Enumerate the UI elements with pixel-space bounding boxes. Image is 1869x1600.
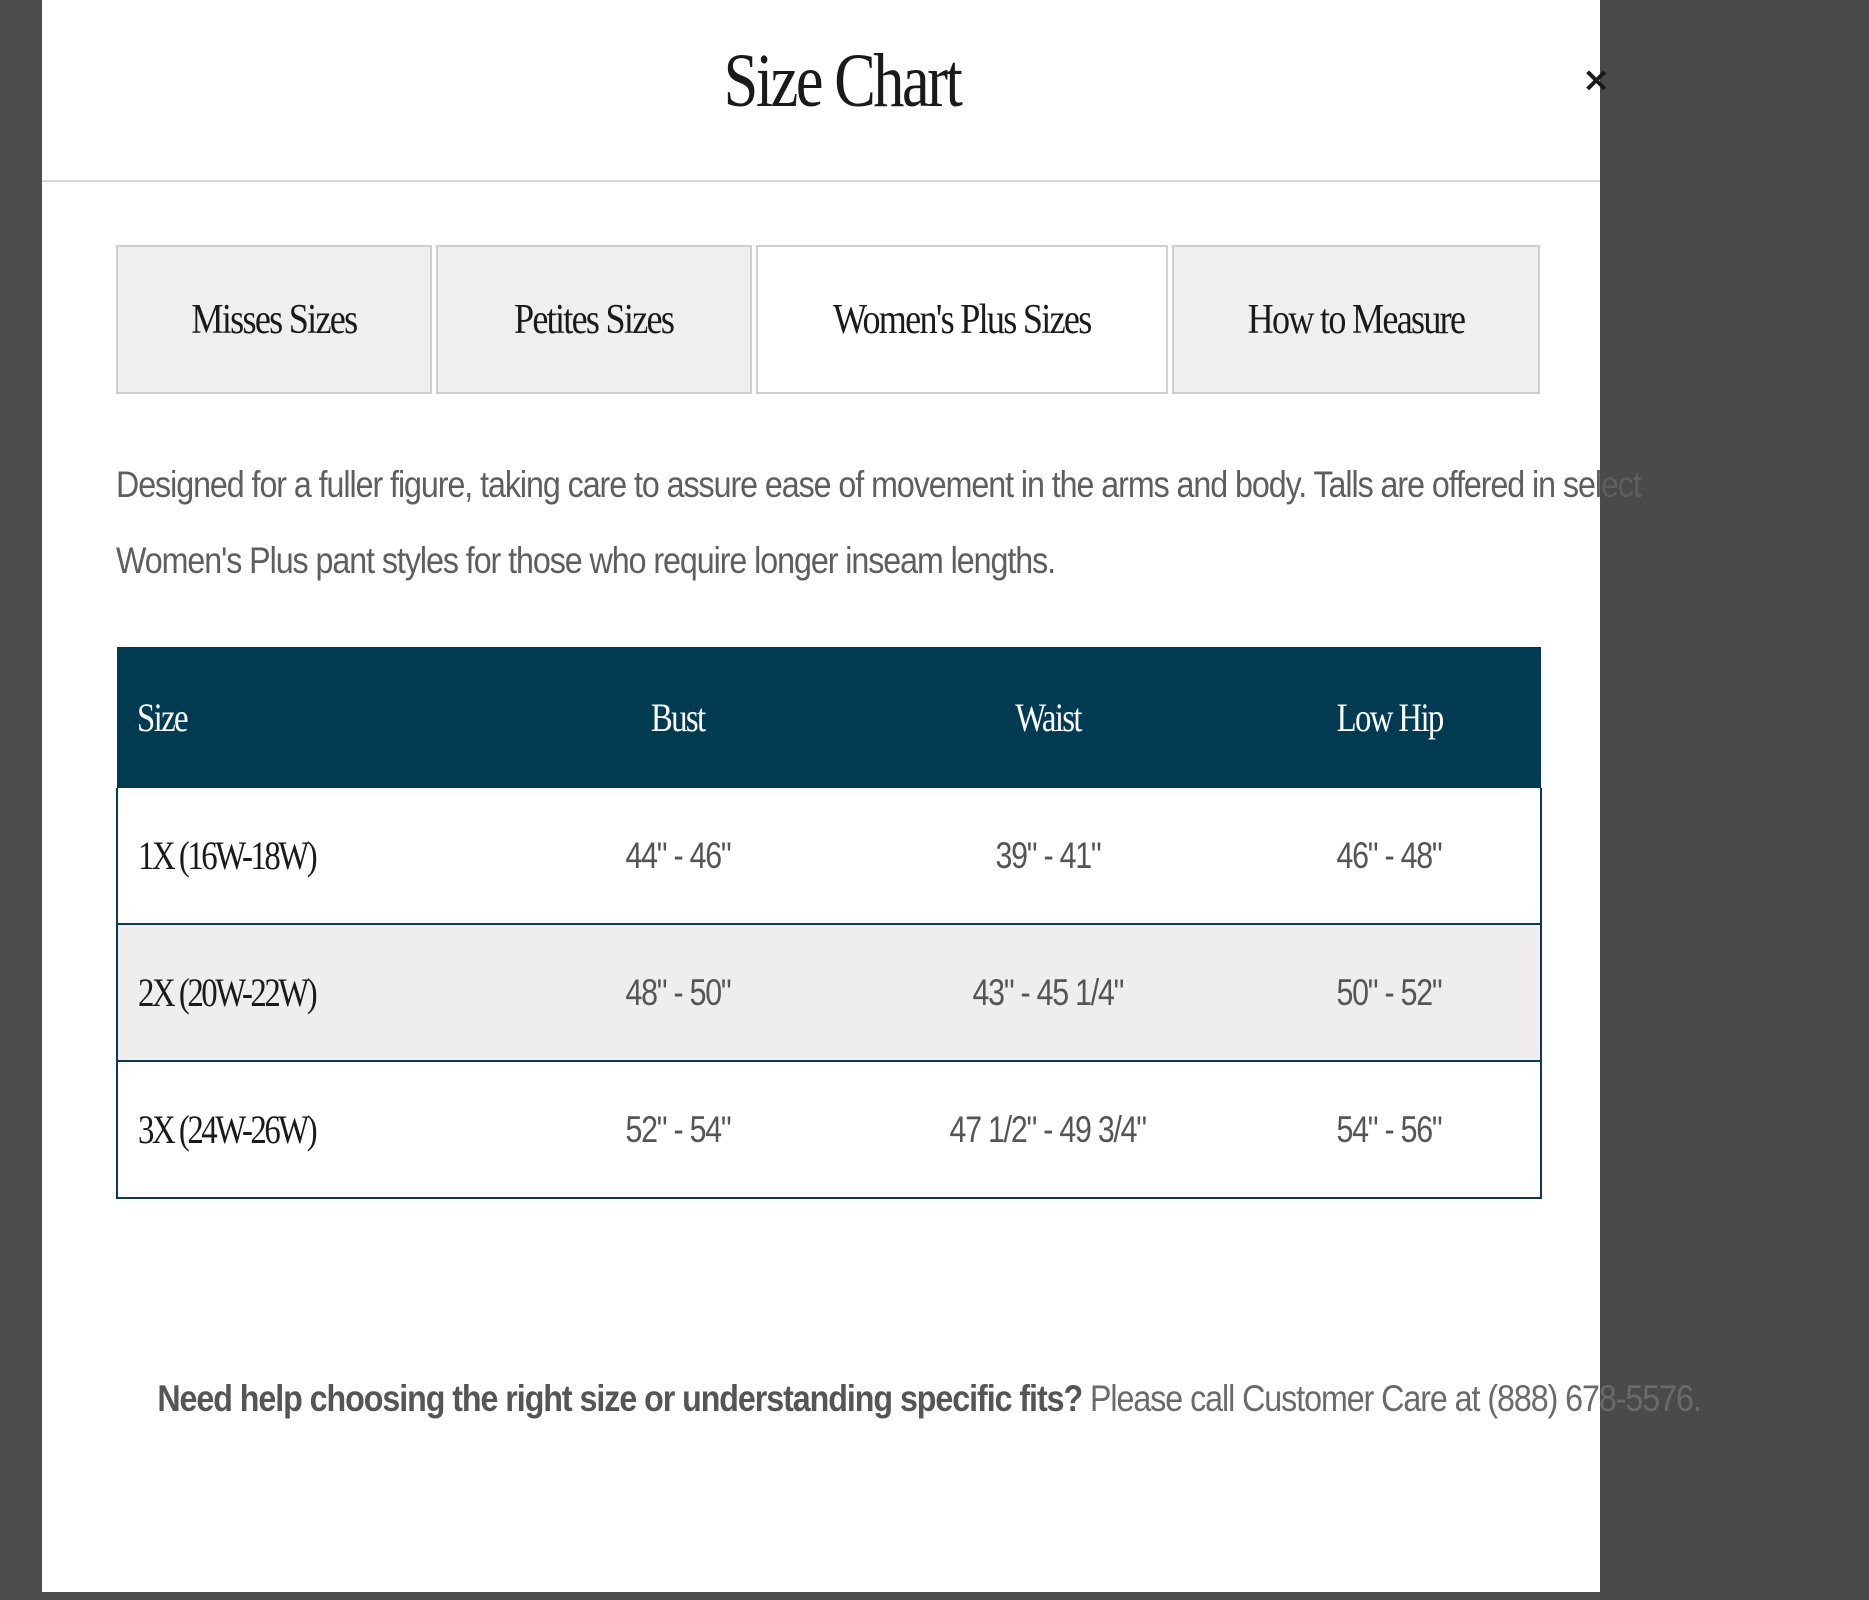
cell-waist: 43" - 45 1/4" xyxy=(972,971,1124,1013)
cell-bust: 48" - 50" xyxy=(625,971,731,1013)
close-button[interactable] xyxy=(1582,60,1612,100)
modal-header xyxy=(42,0,1611,182)
cell-bust: 52" - 54" xyxy=(625,1108,731,1150)
tab-misses-sizes[interactable]: Misses Sizes xyxy=(116,245,432,394)
size-description xyxy=(116,447,1641,599)
header-low-hip: Low Hip xyxy=(1238,647,1541,788)
tab-petites-sizes[interactable]: Petites Sizes xyxy=(436,245,752,394)
tab-womens-plus-sizes[interactable]: Women's Plus Sizes xyxy=(756,245,1168,394)
page-backdrop xyxy=(0,0,42,1600)
header-waist: Waist xyxy=(858,647,1238,788)
size-tabs xyxy=(116,245,1536,398)
table-row xyxy=(117,924,1541,1061)
table-row xyxy=(117,788,1541,924)
cell-waist: 47 1/2" - 49 3/4" xyxy=(949,1108,1147,1150)
cell-bust: 44" - 46" xyxy=(625,834,731,876)
description-line-2: Women's Plus pant styles for those who require longer inseam lengths. xyxy=(116,540,1056,581)
header-size: Size xyxy=(117,647,498,788)
modal-title: Size Chart xyxy=(723,39,961,123)
help-contact: Please call Customer Care at (888) 678-5576. xyxy=(1090,1378,1701,1419)
cell-waist: 39" - 41" xyxy=(995,834,1101,876)
tab-how-to-measure[interactable]: How to Measure xyxy=(1172,245,1540,394)
table-row xyxy=(117,1061,1541,1198)
description-line-1: Designed for a fuller figure, taking care to assure ease of movement in the arms and body. Talls are offered in select xyxy=(116,464,1641,505)
cell-low-hip: 46" - 48" xyxy=(1336,834,1442,876)
size-table xyxy=(116,647,1542,1199)
header-bust: Bust xyxy=(498,647,858,788)
page-backdrop-bottom xyxy=(0,1592,1600,1600)
help-text xyxy=(42,1378,1701,1420)
cell-size: 3X (24W-26W) xyxy=(138,1107,316,1152)
cell-low-hip: 54" - 56" xyxy=(1336,1108,1442,1150)
table-header-row xyxy=(117,647,1541,788)
size-chart-modal xyxy=(42,0,1701,1592)
close-icon: × xyxy=(1582,60,1611,100)
cell-size: 2X (20W-22W) xyxy=(138,970,316,1015)
help-question: Need help choosing the right size or understanding specific fits? xyxy=(157,1378,1083,1419)
cell-low-hip: 50" - 52" xyxy=(1336,971,1442,1013)
cell-size: 1X (16W-18W) xyxy=(138,833,316,878)
